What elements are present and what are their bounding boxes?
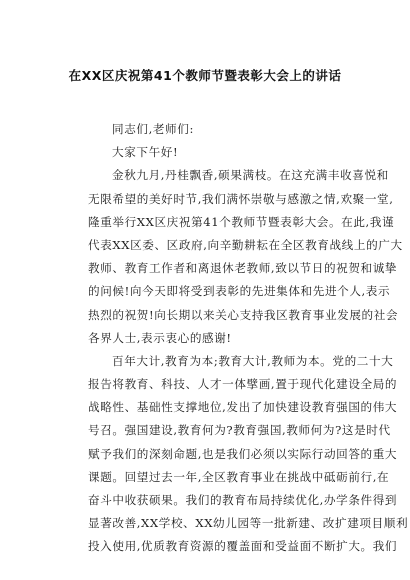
text-line: 大家下午好! (112, 145, 179, 160)
text-line: 同志们,老师们: (112, 122, 194, 136)
text-line: 教师、教育工作者和离退休老教师,致以节日的祝贺和诚挚 (88, 261, 398, 276)
text-line: 投入使用,优质教育资源的覆盖面和受益面不断扩大。我们 (88, 539, 398, 554)
text-line: 百年大计,教育为本;教育大计,教师为本。党的二十大 (112, 353, 394, 368)
text-line: 报告将教育、科技、人才一体擘画,置于现代化建设全局的 (88, 377, 398, 392)
text-line: 战略性、基础性支撑地位,发出了加快建设教育强国的伟大 (88, 400, 398, 415)
text-line: 无限希望的美好时节,我们满怀崇敬与感激之情,欢聚一堂, (88, 191, 394, 206)
document-title: 在XX区庆祝第41个教师节暨表彰大会上的讲话 (68, 68, 342, 83)
text-line: 号召。强国建设,教育何为?教育强国,教师何为?这是时代 (88, 423, 391, 438)
text-line: 赋予我们的深刻命题,也是我们必须以实际行动回答的重大 (88, 446, 398, 461)
text-line: 金秋九月,丹桂飘香,硕果满枝。在这充满丰收喜悦和 (112, 168, 389, 183)
text-line: 隆重举行XX区庆祝第41个教师节暨表彰大会。在此,我谨 (88, 214, 395, 229)
text-line: 课题。回望过去一年,全区教育事业在挑战中砥砺前行,在 (88, 469, 390, 484)
text-line: 热烈的祝贺!向长期以来关心支持我区教育事业发展的社会 (88, 307, 399, 322)
document-body (88, 118, 409, 559)
text-line: 显著改善,XX学校、XX幼儿园等一批新建、改扩建项目顺利 (88, 516, 409, 531)
text-line: 各界人士,表示衷心的感谢! (88, 330, 232, 345)
text-line: 的问候!向今天即将受到表彰的先进集体和先进个人,表示 (88, 284, 391, 299)
text-line: 代表XX区委、区政府,向辛勤耕耘在全区教育战线上的广大 (88, 237, 403, 252)
text-line: 奋斗中收获硕果。我们的教育布局持续优化,办学条件得到 (88, 493, 398, 507)
